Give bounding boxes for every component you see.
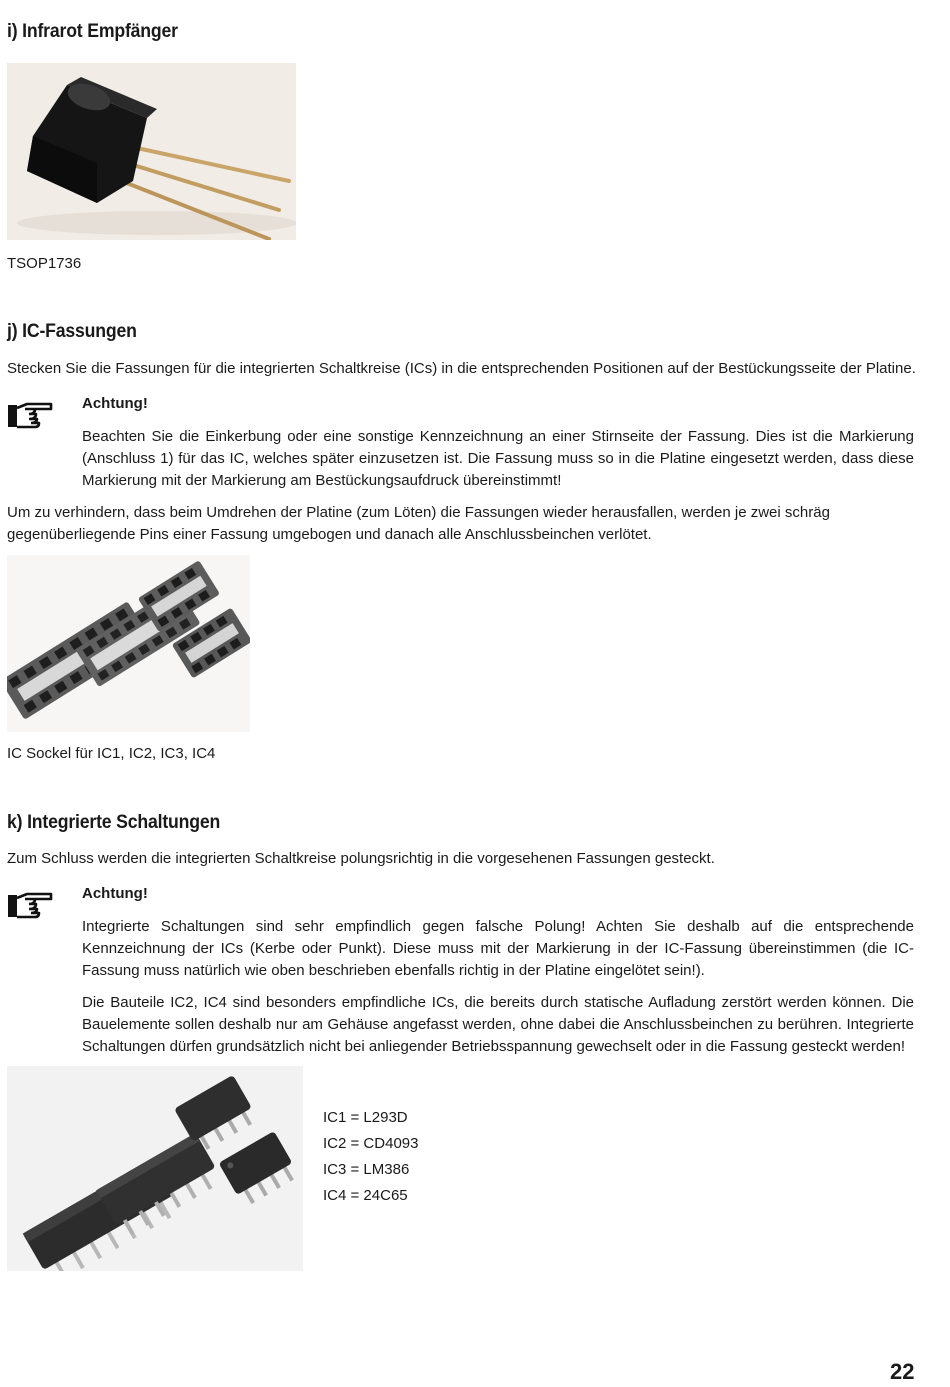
caption-ic-sockel: IC Sockel für IC1, IC2, IC3, IC4 <box>7 745 216 762</box>
warning-text-statisch: Die Bauteile IC2, IC4 sind besonders empfindliche ICs, die bereits durch statische Aufladung zerstört werden können. Die Bauelemente sollen deshalb nur am Gehäuse angefasst werden, ohne dabei die Anschlussbeinchen zu berühren. Integrierte Schaltungen dürfen grundsätzlich nicht bei anliegender Betriebsspannung gewechselt oder in die Fassung gesteckt werden! <box>82 994 914 1055</box>
warning-title-fassungen: Achtung! <box>82 395 148 412</box>
ic-list <box>323 1105 418 1209</box>
ir-receiver-photo <box>7 63 296 240</box>
ic-list-item: IC4 = 24C65 <box>323 1187 408 1204</box>
paragraph-schaltungen-intro: Zum Schluss werden die integrierten Schaltkreise polungsrichtig in die vorgesehenen Fassungen gesteckt. <box>7 850 715 867</box>
ic-list-item: IC1 = L293D <box>323 1109 408 1126</box>
pointing-hand-icon <box>7 399 53 431</box>
caption-tsop: TSOP1736 <box>7 255 82 272</box>
warning-text-fassungen: Beachten Sie die Einkerbung oder eine sonstige Kennzeichnung an einer Stirnseite der Fassung. Dies ist die Markierung (Anschluss 1) für das IC, welches später einzusetzen ist. Die Fassung muss so in die Platine eingesetzt werden, dass diese Markierung mit der Markierung am Bestückungsaufdruck übereinstimmt! <box>82 428 914 489</box>
paragraph-fassungen-intro: Stecken Sie die Fassungen für die integrierten Schaltkreise (ICs) in die entsprechenden Positionen auf der Bestückungsseite der Platine. <box>7 360 916 377</box>
heading-infrarot: i) Infrarot Empfänger <box>7 21 178 42</box>
page-number: 22 <box>890 1359 915 1384</box>
ic-sockets-photo <box>7 555 250 732</box>
integrated-circuits-photo <box>7 1066 303 1271</box>
warning-text-polung: Integrierte Schaltungen sind sehr empfindlich gegen falsche Polung! Achten Sie deshalb auf die entsprechende Kennzeichnung der ICs (Kerbe oder Punkt). Diese muss mit der Markierung in der IC-Fassung übereinstimmen (die IC-Fassung muss natürlich wie oben beschrieben ebenfalls richtig in der Platine eingelötet sein!). <box>82 918 914 979</box>
ic-list-item: IC2 = CD4093 <box>323 1135 419 1152</box>
heading-ic-fassungen: j) IC-Fassungen <box>7 321 137 342</box>
pointing-hand-icon <box>7 889 53 921</box>
paragraph-fassungen-body: Um zu verhindern, dass beim Umdrehen der Platine (zum Löten) die Fassungen wieder herausfallen, werden je zwei schräg gegenüberliegende Pins einer Fassung umgebogen und danach alle Anschlussbeinchen verlötet. <box>7 504 830 543</box>
heading-integrierte-schaltungen: k) Integrierte Schaltungen <box>7 812 221 833</box>
ic-list-item: IC3 = LM386 <box>323 1161 410 1178</box>
warning-title-schaltungen: Achtung! <box>82 885 148 902</box>
